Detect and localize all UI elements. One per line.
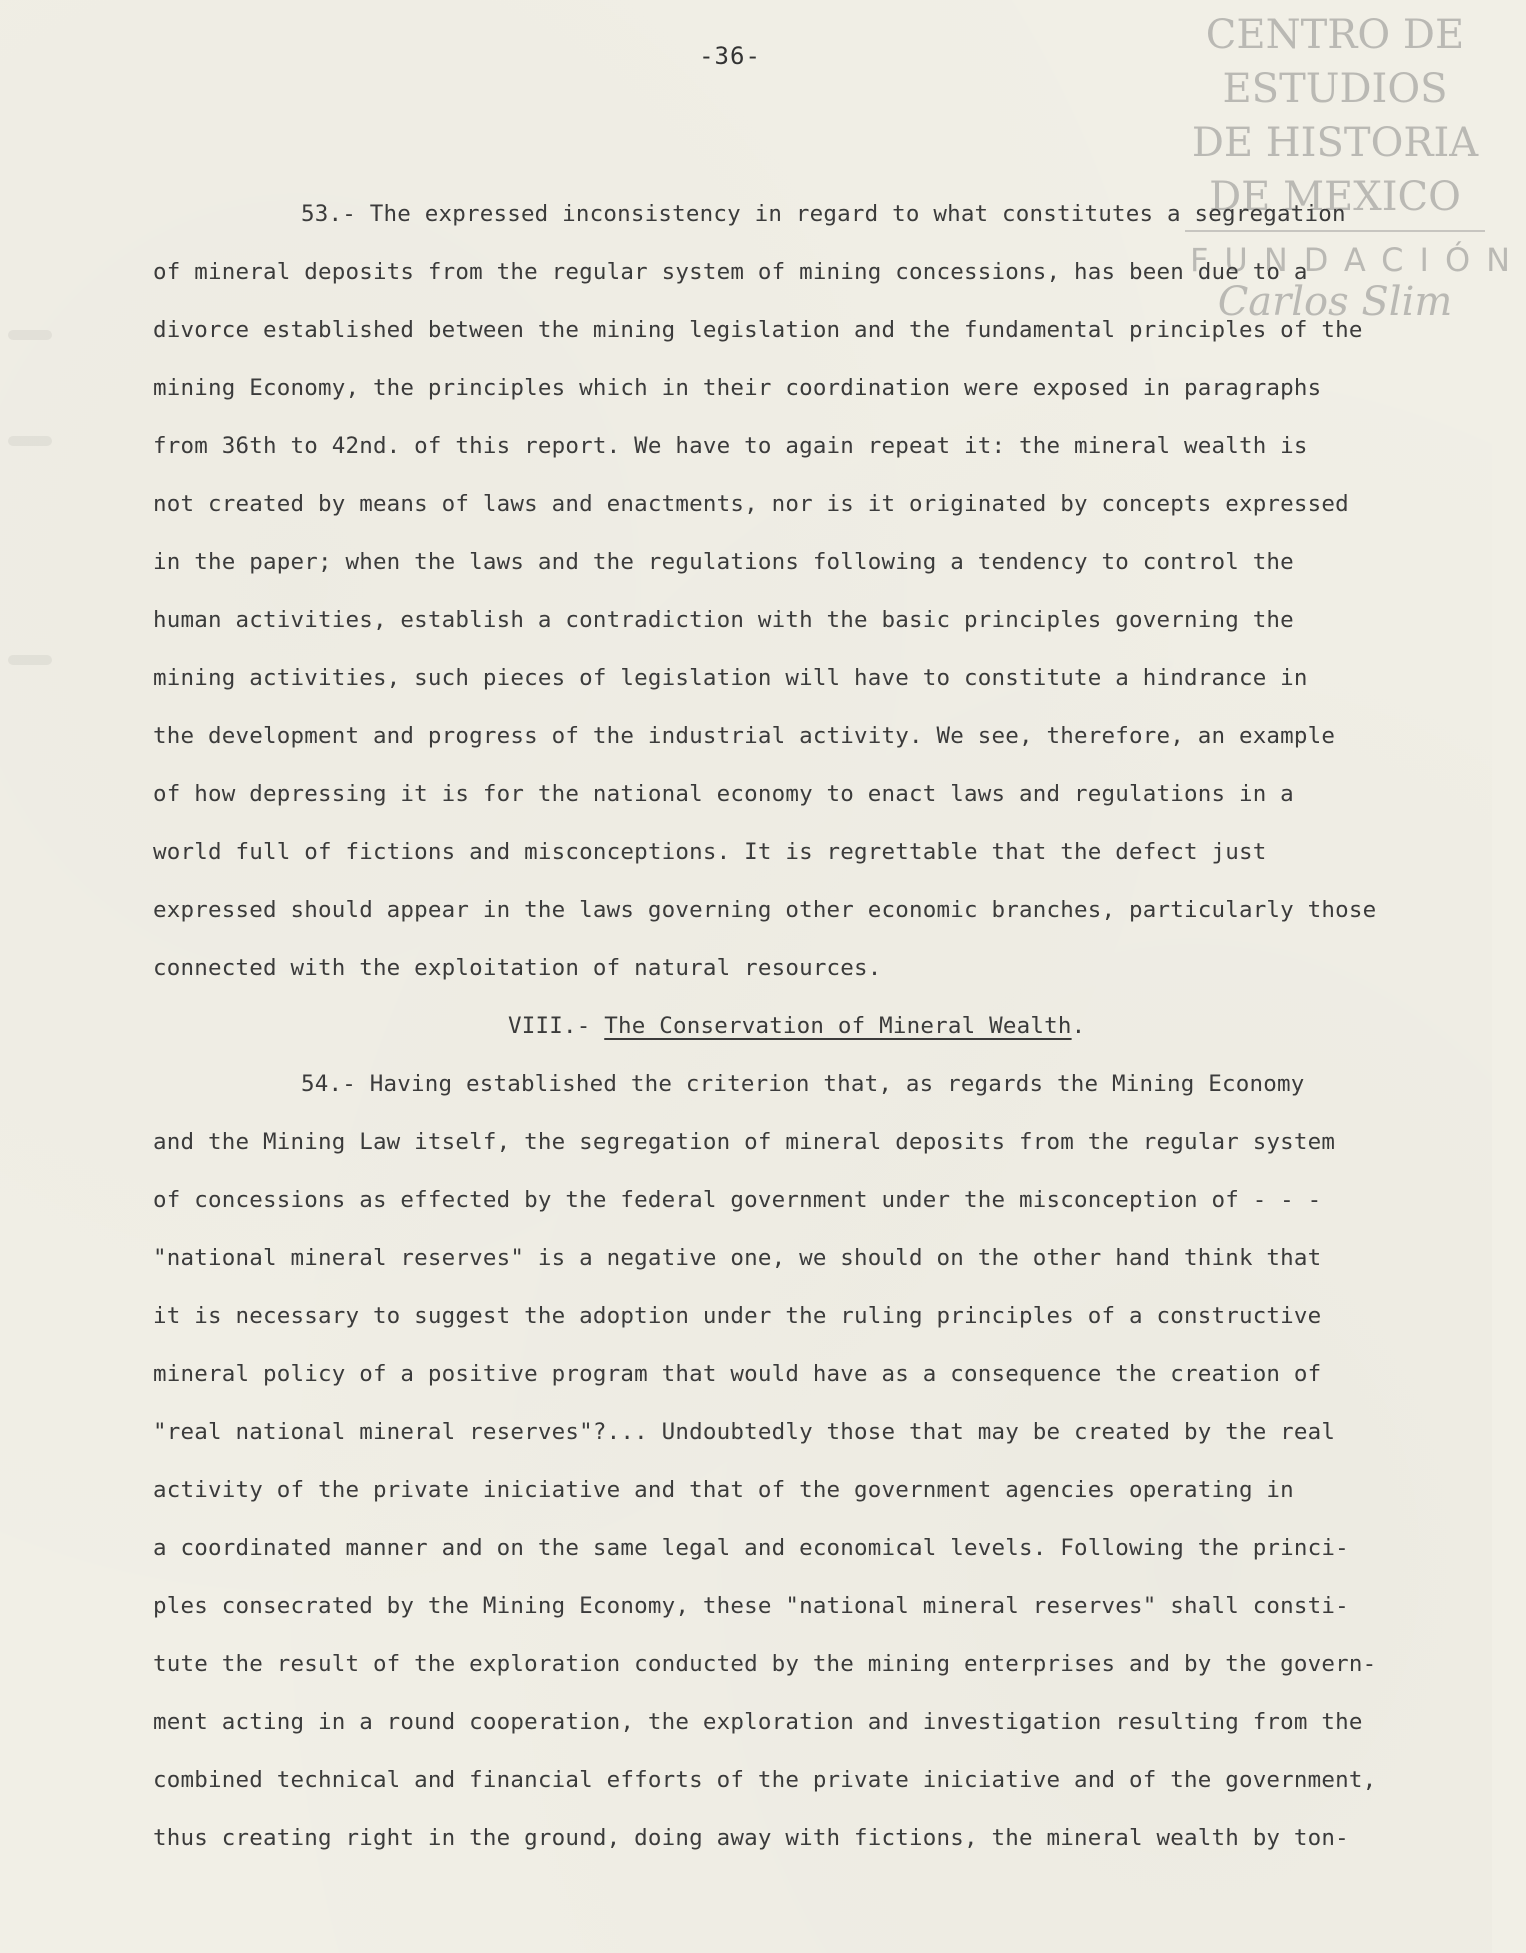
watermark-line-3: DE HISTORIA (1191, 120, 1479, 166)
scan-margin-marks (0, 0, 60, 1953)
text-line: divorce established between the mining legislation and the fundamental principles of the (153, 317, 1363, 343)
section-heading-period: . (1071, 1013, 1086, 1039)
text-line: connected with the exploitation of natural resources. (153, 955, 882, 981)
text-line: from 36th to 42nd. of this report. We have to again repeat it: the mineral wealth is (153, 433, 1308, 459)
text-line: 54.- Having established the criterion that, as regards the Mining Economy (301, 1071, 1305, 1097)
text-line: it is necessary to suggest the adoption under the ruling principles of a constructive (153, 1303, 1322, 1329)
watermark-line-1: CENTRO DE (1205, 12, 1465, 58)
section-number: VIII.- (508, 1013, 591, 1039)
text-line: ment acting in a round cooperation, the exploration and investigation resulting from the (153, 1709, 1363, 1735)
page-number: -36- (699, 42, 761, 70)
text-line: 53.- The expressed inconsistency in regard to what constitutes a segregation (301, 201, 1346, 227)
text-line: mining activities, such pieces of legislation will have to constitute a hindrance in (153, 665, 1308, 691)
text-line: of concessions as effected by the federal government under the misconception of - - - (153, 1187, 1322, 1213)
text-line: and the Mining Law itself, the segregation of mineral deposits from the regular system (153, 1129, 1336, 1155)
watermark-signature: Carlos Slim (1217, 279, 1453, 325)
text-line: activity of the private iniciative and that of the government agencies operating in (153, 1477, 1294, 1503)
text-line: "national mineral reserves" is a negative one, we should on the other hand think that (153, 1245, 1322, 1271)
text-line: of how depressing it is for the national economy to enact laws and regulations in a (153, 781, 1294, 807)
text-line: mining Economy, the principles which in their coordination were exposed in paragraphs (153, 375, 1322, 401)
document-body (153, 185, 1463, 1867)
paragraph-53 (153, 185, 1463, 997)
text-line: in the paper; when the laws and the regulations following a tendency to control the (153, 549, 1294, 575)
text-line: world full of fictions and misconceptions. It is regrettable that the defect just (153, 839, 1267, 865)
text-line: ples consecrated by the Mining Economy, these "national mineral reserves" shall consti- (153, 1593, 1349, 1619)
watermark-fundacion: FUNDACIÓN (1190, 241, 1526, 279)
watermark-line-4: DE MEXICO (1209, 174, 1461, 220)
text-line: of mineral deposits from the regular system of mining concessions, has been due to a (153, 259, 1308, 285)
paragraph-54 (153, 1055, 1463, 1867)
text-line: "real national mineral reserves"?... Undoubtedly those that may be created by the real (153, 1419, 1336, 1445)
text-line: mineral policy of a positive program that would have as a consequence the creation of (153, 1361, 1322, 1387)
text-line: combined technical and financial efforts of the private iniciative and of the government, (153, 1767, 1377, 1793)
section-heading (153, 997, 1463, 1055)
text-line: thus creating right in the ground, doing away with fictions, the mineral wealth by ton- (153, 1825, 1349, 1851)
text-line: tute the result of the exploration conducted by the mining enterprises and by the govern- (153, 1651, 1377, 1677)
text-line: the development and progress of the industrial activity. We see, therefore, an example (153, 723, 1336, 749)
text-line: a coordinated manner and on the same legal and economical levels. Following the princi- (153, 1535, 1349, 1561)
watermark-line-2: ESTUDIOS (1222, 66, 1448, 112)
text-line: human activities, establish a contradiction with the basic principles governing the (153, 607, 1294, 633)
section-title: The Conservation of Mineral Wealth (604, 1013, 1072, 1039)
text-line: expressed should appear in the laws governing other economic branches, particularly those (153, 897, 1377, 923)
text-line: not created by means of laws and enactments, nor is it originated by concepts expressed (153, 491, 1349, 517)
